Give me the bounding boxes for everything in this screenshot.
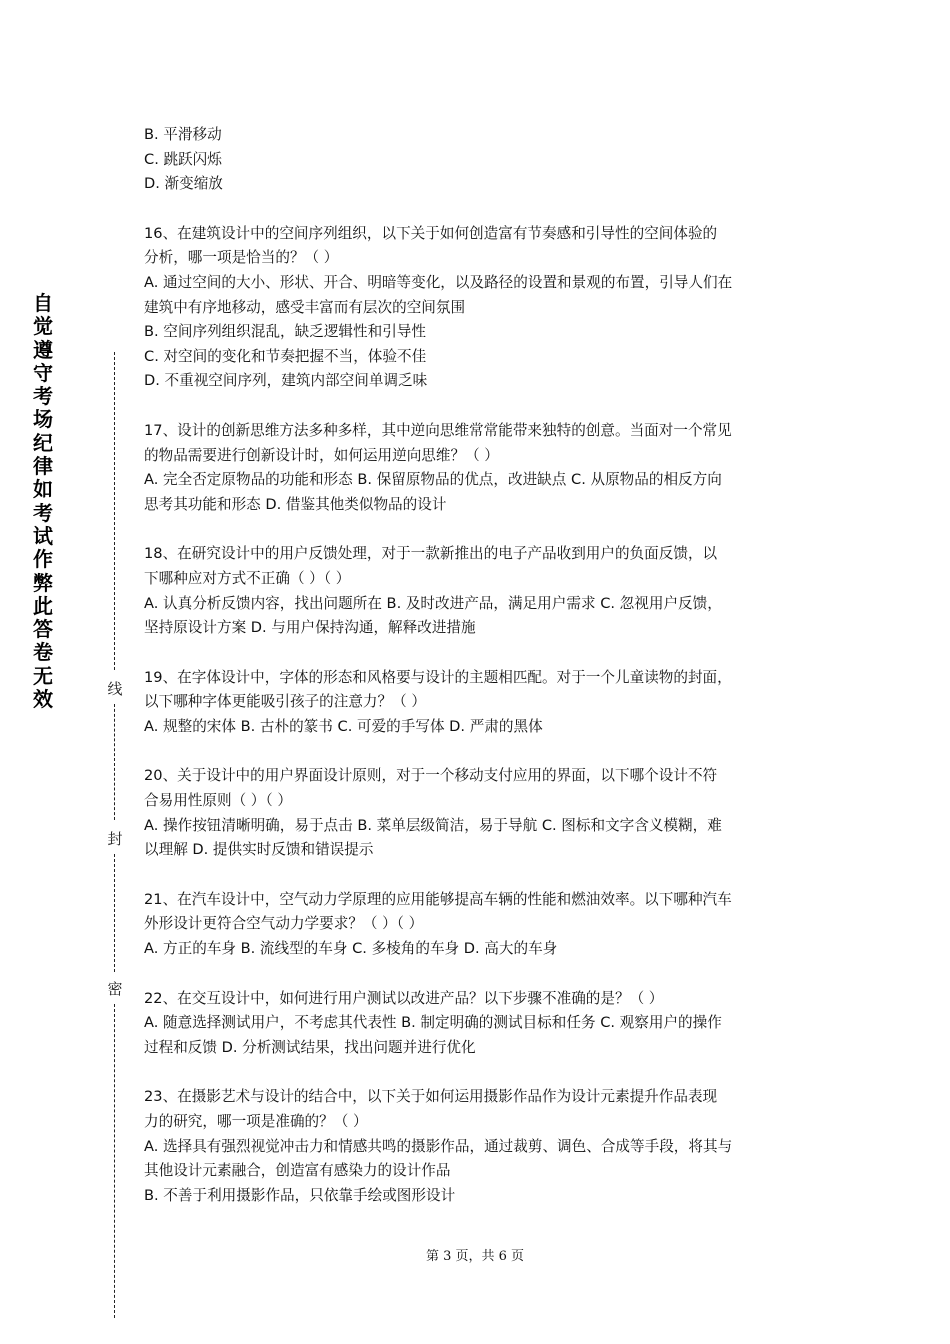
question-block [144,1085,810,1208]
question-line: 过程和反馈 D. 分析测试结果，找出问题并进行优化 [144,1038,476,1056]
question-block [144,987,810,1061]
question-line: C. 跳跃闪烁 [144,150,222,168]
notice-char: 弊 [33,570,53,595]
question-block [144,542,810,640]
dashed-line-segment [114,352,115,670]
question-line: 力的研究，哪一项是准确的？（ ） [144,1113,368,1130]
notice-char: 效 [33,687,53,712]
seal-cut-line [105,352,125,1318]
question-line: 以理解 D. 提供实时反馈和错误提示 [144,841,374,859]
question-line: 坚持原设计方案 D. 与用户保持沟通，解释改进措施 [144,619,476,637]
notice-char: 场 [33,407,53,432]
question-line: 下哪种应对方式不正确（ ）（ ） [144,569,351,587]
question-block [144,123,810,197]
notice-char: 此 [33,593,53,618]
notice-char: 自 [33,291,53,315]
question-line: 分析，哪一项是恰当的？（ ） [144,249,339,267]
question-line: 22、在交互设计中，如何进行用户测试以改进产品？以下步骤不准确的是？（ ） [144,989,664,1007]
question-line: 建筑中有序地移动，感受丰富而有层次的空间氛围 [144,298,466,316]
notice-char: 无 [33,663,53,688]
question-line: A. 随意选择测试用户，不考虑其代表性 B. 制定明确的测试目标和任务 C. 观察用户的操作 [144,1014,722,1032]
question-content [144,123,810,1208]
question-line: A. 通过空间的大小、形状、开合、明暗等变化，以及路径的设置和景观的布置，引导人们在 [144,273,733,291]
notice-char: 守 [33,360,53,385]
cut-label-feng: 封 [107,830,123,848]
question-line: B. 空间序列组织混乱，缺乏逻辑性和引导性 [144,323,426,341]
notice-char: 遵 [33,337,53,362]
question-line: 的物品需要进行创新设计时，如何运用逆向思维？（ ） [144,446,499,464]
notice-char: 考 [33,500,53,525]
dashed-line-segment [114,854,115,972]
question-block [144,888,810,962]
notice-char: 如 [33,477,53,502]
question-line: A. 操作按钮清晰明确，易于点击 B. 菜单层级简洁，易于导航 C. 图标和文字含义模糊，难 [144,816,722,834]
notice-char: 作 [33,547,53,572]
question-line: 19、在字体设计中，字体的形态和风格要与设计的主题相匹配。对于一个儿童读物的封面， [144,668,732,686]
notice-char: 试 [33,523,53,548]
question-line: A. 完全否定原物品的功能和形态 B. 保留原物品的优点，改进缺点 C. 从原物品的相反方向 [144,471,722,489]
question-block [144,666,810,740]
question-line: A. 选择具有强烈视觉冲击力和情感共鸣的摄影作品，通过裁剪、调色、合成等手段，将其与 [144,1137,733,1155]
question-line: 18、在研究设计中的用户反馈处理，对于一款新推出的电子产品收到用户的负面反馈，以 [144,545,718,563]
question-line: C. 对空间的变化和节奏把握不当，体验不佳 [144,347,427,365]
question-line: 合易用性原则（ ）（ ） [144,792,292,810]
notice-char: 纪 [33,430,53,455]
question-block [144,764,810,862]
question-line: A. 规整的宋体 B. 古朴的篆书 C. 可爱的手写体 D. 严肃的黑体 [144,717,543,735]
question-block [144,222,810,394]
question-line: B. 平滑移动 [144,126,222,143]
exam-discipline-notice [30,292,56,711]
question-line: 21、在汽车设计中，空气动力学原理的应用能够提高车辆的性能和燃油效率。以下哪种汽车 [144,890,732,908]
notice-char: 考 [33,384,53,409]
question-line: 以下哪种字体更能吸引孩子的注意力？（ ） [144,693,426,711]
cut-label-xian: 线 [107,680,123,698]
page-number-footer: 第 3 页，共 6 页 [425,1249,525,1264]
question-line: D. 渐变缩放 [144,175,223,193]
question-line: 23、在摄影艺术与设计的结合中，以下关于如何运用摄影作品作为设计元素提升作品表现 [144,1088,718,1106]
dashed-line-segment [114,1004,115,1318]
dashed-line-segment [114,704,115,820]
notice-char: 觉 [33,314,53,339]
notice-char: 律 [33,454,53,479]
question-line: 20、关于设计中的用户界面设计原则，对于一个移动支付应用的界面，以下哪个设计不符 [144,767,718,785]
notice-char: 答 [33,617,53,642]
question-line: 16、在建筑设计中的空间序列组织，以下关于如何创造富有节奏感和引导性的空间体验的 [144,224,718,242]
question-line: B. 不善于利用摄影作品，只依靠手绘或图形设计 [144,1186,456,1204]
question-line: D. 不重视空间序列，建筑内部空间单调乏味 [144,372,428,390]
question-line: A. 认真分析反馈内容，找出问题所在 B. 及时改进产品，满足用户需求 C. 忽视用户反馈， [144,594,722,612]
cut-label-mi: 密 [107,980,123,998]
question-block [144,419,810,517]
question-line: 其他设计元素融合，创造富有感染力的设计作品 [144,1162,451,1180]
question-line: 17、设计的创新思维方法多种多样，其中逆向思维常常能带来独特的创意。当面对一个常见 [144,421,732,439]
question-line: A. 方正的车身 B. 流线型的车身 C. 多棱角的车身 D. 高大的车身 [144,940,558,958]
question-line: 外形设计更符合空气动力学要求？（ ）（ ） [144,915,424,933]
question-line: 思考其功能和形态 D. 借鉴其他类似物品的设计 [144,495,447,513]
notice-char: 卷 [33,640,53,665]
